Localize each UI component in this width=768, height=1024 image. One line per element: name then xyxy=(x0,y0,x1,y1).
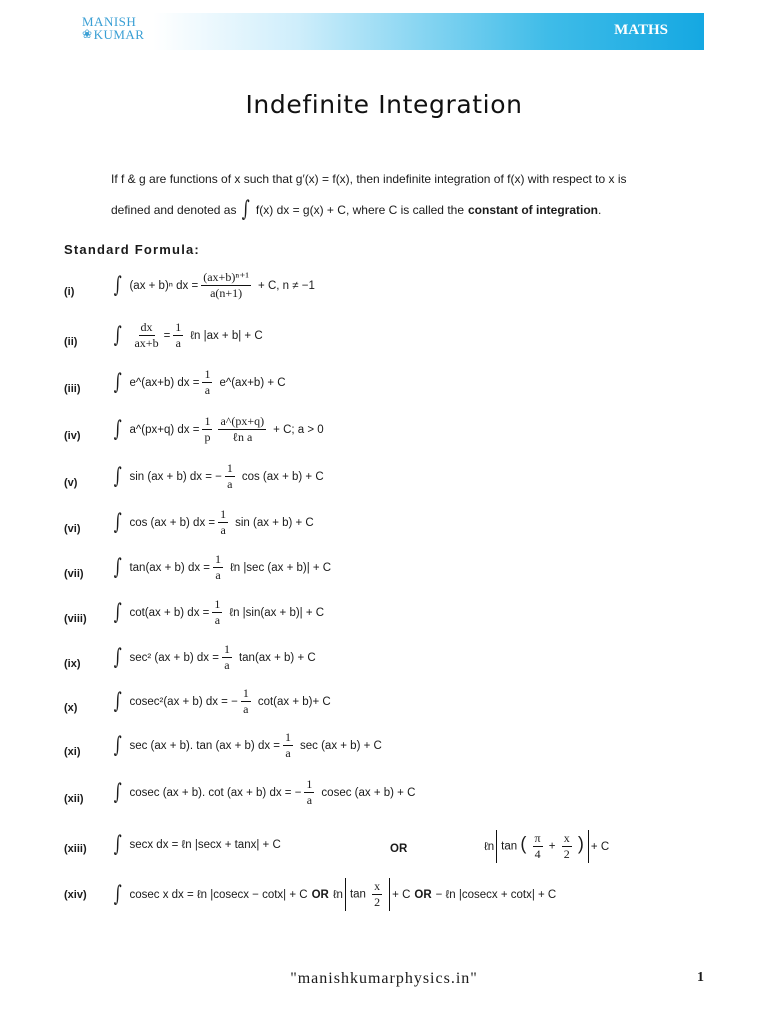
frac-num: 1 xyxy=(220,507,227,521)
subject-label: MATHS xyxy=(614,22,668,38)
formula-alt: ℓn tan ( $\frac{\pi}{4}$ + $\frac{x}{2}$ ) + C xyxy=(484,831,610,861)
formula-left: cosec x dx = ℓn |cosecx − cotx| + C xyxy=(129,888,308,901)
frac-den: 2 xyxy=(563,847,570,861)
formula-left: cos (ax + b) dx = xyxy=(129,516,216,529)
frac-num: (ax+b)ⁿ⁺¹ xyxy=(203,270,250,284)
integral-sign-icon: ∫ xyxy=(113,272,122,298)
frac-num: 1 xyxy=(226,461,233,475)
formula-right: sin (ax + b) + C xyxy=(235,516,314,529)
frac-den: a xyxy=(224,658,230,672)
formula-left: e^(ax+b) dx = xyxy=(129,376,200,389)
frac-den: a xyxy=(214,613,221,627)
fraction xyxy=(241,687,251,716)
formula-right: + C; a > 0 xyxy=(273,423,324,436)
footer-url: "manishkumarphysics.in" xyxy=(290,970,478,987)
intro-line2-bold: constant of integration xyxy=(468,203,598,217)
formula-left: tan(ax + b) dx = xyxy=(129,561,211,574)
logo-line1: MANISH xyxy=(82,14,137,29)
frac-den: a xyxy=(204,383,211,397)
fraction xyxy=(173,321,183,350)
intro-line2-pre: defined and denoted as xyxy=(111,203,237,217)
formula-row xyxy=(112,598,324,627)
formula-right: ℓn |sin(ax + b)| + C xyxy=(229,606,325,619)
or-label: OR xyxy=(390,843,408,855)
formula-row xyxy=(112,643,316,672)
integral-sign-icon: ∫ xyxy=(113,732,122,758)
fraction xyxy=(218,415,266,444)
frac-den: a xyxy=(306,793,313,807)
formula-number: (i) xyxy=(64,286,75,298)
frac-num: 1 xyxy=(175,320,182,334)
formula-row xyxy=(112,368,286,397)
formula-left: sec (ax + b). tan (ax + b) dx = xyxy=(129,739,280,752)
formula-row xyxy=(112,731,382,760)
frac-den: a xyxy=(215,568,221,582)
formula-mid: = xyxy=(163,329,171,342)
frac-num: dx xyxy=(140,320,153,334)
frac-num: 1 xyxy=(204,367,211,381)
frac-den: 2 xyxy=(374,895,381,909)
integral-sign-icon: ∫ xyxy=(113,322,122,348)
frac-num: 1 xyxy=(223,642,230,656)
formula-right: ℓn |sec (ax + b)| + C xyxy=(230,561,332,574)
intro-line2-expr: f(x) dx = g(x) + C, where C is called the xyxy=(255,203,464,217)
formula-left: cosec²(ax + b) dx = − xyxy=(129,695,238,708)
logo xyxy=(82,15,144,41)
plus-text: + xyxy=(548,840,556,853)
fraction xyxy=(304,778,314,807)
formula-number: (iii) xyxy=(64,383,81,395)
frac-num: 1 xyxy=(214,597,221,611)
formula-number: (ii) xyxy=(64,336,78,348)
formula-left: cot(ax + b) dx = xyxy=(129,606,210,619)
or-label-wrap xyxy=(390,843,407,855)
frac-num: 1 xyxy=(285,730,291,744)
page-number: 1 xyxy=(697,970,704,985)
section-heading: Standard Formula: xyxy=(64,242,200,257)
integral-sign-icon: ∫ xyxy=(242,197,251,222)
integral-sign-icon: ∫ xyxy=(113,644,122,670)
formula-number: (xi) xyxy=(64,746,81,758)
fraction xyxy=(202,415,212,444)
fraction xyxy=(283,731,293,760)
formula-row xyxy=(112,415,324,444)
flower-icon: ❀ xyxy=(82,27,93,41)
integral-sign-icon: ∫ xyxy=(113,881,122,907)
fraction xyxy=(201,271,251,300)
formula-right: cos (ax + b) + C xyxy=(241,470,324,483)
formula-row xyxy=(112,834,281,856)
formula-number: (iv) xyxy=(64,430,81,442)
frac-num: 1 xyxy=(215,552,222,566)
frac-num: 1 xyxy=(204,414,211,428)
formula-mid: + C xyxy=(392,888,411,901)
or-label: OR xyxy=(414,888,432,901)
integral-sign-icon: ∫ xyxy=(113,688,122,714)
intro-line2-end: . xyxy=(598,203,602,217)
formula-row xyxy=(112,687,331,716)
frac-num: 1 xyxy=(242,686,249,700)
formula-left: sec² (ax + b) dx = xyxy=(129,651,219,664)
frac-num: π xyxy=(534,831,541,845)
formula-right: e^(ax+b) + C xyxy=(219,376,286,389)
formula-row xyxy=(112,271,315,300)
or-label: OR xyxy=(311,888,329,901)
formula-right: ℓn |ax + b| + C xyxy=(190,329,263,342)
formula-number: (vii) xyxy=(64,568,84,580)
formula-right: − ℓn |cosecx + cotx| + C xyxy=(435,888,557,901)
frac-den: p xyxy=(204,430,211,444)
integral-sign-icon: ∫ xyxy=(113,369,122,395)
formula-number: (xiv) xyxy=(64,889,87,901)
formula-number: (viii) xyxy=(64,613,87,625)
frac-den: a xyxy=(227,477,233,491)
integral-sign-icon: ∫ xyxy=(113,599,122,625)
intro-line2 xyxy=(111,199,601,221)
fraction xyxy=(212,598,222,627)
formula-row xyxy=(112,553,331,582)
tan-text: tan xyxy=(349,888,366,901)
formula-number: (v) xyxy=(64,477,78,489)
integral-sign-icon: ∫ xyxy=(113,509,122,535)
formula-left: cosec (ax + b). cot (ax + b) dx = − xyxy=(129,786,302,799)
tan-text: tan xyxy=(501,840,518,853)
header-band xyxy=(78,13,704,50)
formula-number: (xiii) xyxy=(64,843,87,855)
formula-left: (ax + b)ⁿ dx = xyxy=(129,279,199,292)
formula-right: tan(ax + b) + C xyxy=(238,651,316,664)
formula-right: + C, n ≠ −1 xyxy=(258,279,315,292)
frac-num: a^(px+q) xyxy=(220,414,265,428)
integral-sign-icon: ∫ xyxy=(113,832,122,857)
page-title: Indefinite Integration xyxy=(245,90,523,119)
frac-den: ax+b xyxy=(134,336,159,350)
logo-line2: KUMAR xyxy=(93,27,145,42)
frac-num: x xyxy=(563,831,570,845)
fraction xyxy=(202,368,212,397)
frac-den: 4 xyxy=(534,847,541,861)
formula-left: secx dx = ℓn |secx + tanx| + C xyxy=(129,839,281,851)
fraction xyxy=(132,321,160,350)
frac-den: ℓn a xyxy=(232,430,253,444)
formula-right: cot(ax + b)+ C xyxy=(257,695,331,708)
formula-row xyxy=(112,878,556,911)
formula-number: (xii) xyxy=(64,793,84,805)
integral-sign-icon: ∫ xyxy=(113,779,122,805)
ln-text: ℓn xyxy=(484,840,495,853)
frac-num: x xyxy=(374,879,381,893)
integral-sign-icon: ∫ xyxy=(113,416,122,442)
formula-end: + C xyxy=(590,840,610,853)
frac-den: a xyxy=(175,336,181,350)
formula-right: sec (ax + b) + C xyxy=(300,739,382,752)
frac-den: a xyxy=(220,523,226,537)
formula-row xyxy=(112,462,324,491)
integral-sign-icon: ∫ xyxy=(113,554,122,580)
intro-line1: If f & g are functions of x such that g′(x) = f(x), then indefinite integration of f(x) with respect to x is xyxy=(111,172,627,186)
fraction xyxy=(222,643,232,672)
formula-left: sin (ax + b) dx = − xyxy=(129,470,222,483)
formula-number: (vi) xyxy=(64,523,81,535)
integral-sign-icon: ∫ xyxy=(113,463,122,489)
ln-text: ℓn xyxy=(332,888,343,901)
fraction xyxy=(218,508,228,537)
frac-den: a(n+1) xyxy=(210,286,243,300)
formula-row xyxy=(112,321,263,350)
formula-row xyxy=(112,778,415,807)
fraction xyxy=(213,553,223,582)
frac-den: a xyxy=(285,746,291,760)
formula-row xyxy=(112,508,314,537)
formula-number: (ix) xyxy=(64,658,81,670)
formula-left: a^(px+q) dx = xyxy=(129,423,200,436)
formula-number: (x) xyxy=(64,702,78,714)
frac-num: 1 xyxy=(306,777,313,791)
fraction xyxy=(225,462,235,491)
frac-den: a xyxy=(243,702,249,716)
formula-right: cosec (ax + b) + C xyxy=(321,786,416,799)
